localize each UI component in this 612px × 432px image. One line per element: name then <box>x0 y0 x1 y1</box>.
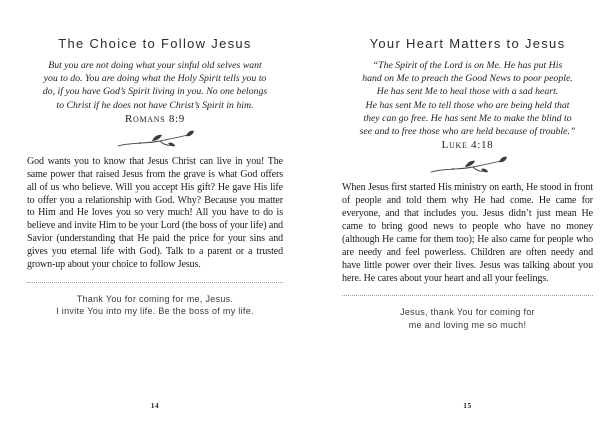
prayer-line: Thank You for coming for me, Jesus. <box>76 293 234 304</box>
devotional-text: God wants you to know that Jesus Christ can live in you! The same power that raised Jesus from the grave is what God offers all of us who believe. Will you accept His gift? He gave His life to offer you a relationship with God. Why? Because you matter to Him and He loves you so very much! All you have to do is believe and invite Him to be your Lord (the boss of your life) and Savior (understanding that He paid the price for your sins and gives you eternal life with God). Talk to a parent or a trusted grown-up about your choice to follow Jesus. <box>27 155 283 271</box>
page-number: 14 <box>150 401 160 410</box>
prayer-text <box>27 293 283 318</box>
prayer-line: I invite You into my life. Be the boss of my life. <box>56 306 254 317</box>
page-number: 15 <box>463 401 472 410</box>
branch-flourish-icon <box>27 130 283 150</box>
scripture-line: hand on Me to preach the Good News to poor people. <box>362 73 573 85</box>
scripture-line: to Christ if he does not have Christ’s Spirit in him. <box>56 99 254 111</box>
scripture-quote <box>342 59 593 138</box>
scripture-reference: Romans 8:9 <box>124 112 186 125</box>
prayer-line: Jesus, thank You for coming for <box>400 307 535 318</box>
prayer-text <box>342 306 593 331</box>
branch-flourish-icon <box>342 156 593 176</box>
dotted-divider <box>27 282 283 283</box>
scripture-line: But you are not doing what your sinful old selves want <box>48 60 262 71</box>
scripture-line: “The Spirit of the Lord is on Me. He has put His <box>372 60 563 71</box>
scripture-line: they can go free. He has sent Me to make the blind to <box>363 112 572 124</box>
prayer-line: me and loving me so much! <box>408 319 527 330</box>
scripture-line: you to do. You are doing what the Holy Spirit tells you to <box>43 73 267 85</box>
scripture-quote <box>27 59 283 112</box>
chapter-title: Your Heart Matters to Jesus <box>369 36 566 51</box>
scripture-line: He has sent Me to heal those with a sad heart. <box>376 86 559 98</box>
scripture-reference: Luke 4:18 <box>441 139 494 152</box>
scripture-line: do, if you have God’s Spirit living in you. No one belongs <box>42 86 268 98</box>
dotted-divider <box>342 295 593 296</box>
scripture-line: see and to free those who are held because of trouble.” <box>359 126 576 138</box>
chapter-title: The Choice to Follow Jesus <box>58 36 252 51</box>
devotional-text: When Jesus first started His ministry on earth, He stood in front of people and told them why He had come. He came for everyone, and that includes you. Jesus didn’t just mean He came to bring good news to people who have no money (although He came for them too); He also came for people who are needy and feel powerless. Children are often needy and have little power over their lives. Jesus was talking about you here. He cares about your heart and all your feelings. <box>342 182 593 284</box>
scripture-line: He has sent Me to tell those who are being held that <box>365 99 570 111</box>
right-page <box>306 0 612 432</box>
